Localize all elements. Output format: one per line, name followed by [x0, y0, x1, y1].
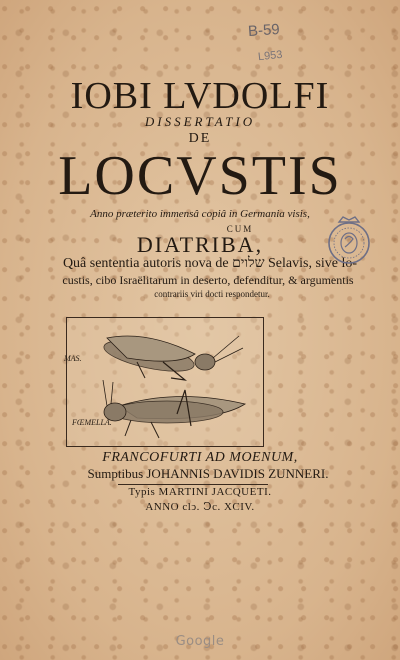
imprint-divider — [118, 484, 268, 485]
description-line-2: custis, cibo Israëlitarum in deserto, defenditur, & argumentis — [62, 273, 354, 287]
imprint-year: ANNO clↄ. Ↄc. XCIV. — [145, 501, 255, 513]
description-line-3: contrariis viri docti respondetur. — [154, 289, 270, 299]
author-name: IOBI LVDOLFI — [70, 75, 330, 117]
description-line-1: Quâ sententia autoris nova de שלוים Selavis, sive lo- — [62, 256, 358, 271]
male-locust-figure — [102, 335, 243, 380]
dissertatio-line: DISSERTATIO — [144, 114, 256, 129]
subtitle-line: Anno præterito immensâ copiâ in Germania visis, — [90, 208, 310, 220]
imprint-publisher: Sumptibus JOHANNIS DAVIDIS ZUNNERI. — [87, 466, 329, 481]
imprint-place: FRANCOFURTI AD MOENUM, — [102, 450, 298, 465]
cum-line: CUM — [226, 224, 254, 234]
locust-engraving — [66, 317, 264, 447]
google-watermark: Google — [175, 634, 225, 649]
female-locust-figure — [103, 380, 245, 438]
female-label: FŒMELLA. — [72, 418, 112, 427]
diatriba-heading: DIATRIBA, — [136, 232, 264, 257]
shelfmark-line2: L953 — [257, 48, 284, 64]
library-stamp-icon — [323, 214, 375, 266]
shelfmark-line1: B-59 — [247, 20, 281, 41]
imprint-printer: Typis MARTINI JACQUETI. — [128, 486, 272, 498]
male-label: MAS. — [64, 354, 82, 363]
main-title: LOCVSTIS — [58, 145, 342, 207]
de-line: DE — [188, 131, 212, 146]
